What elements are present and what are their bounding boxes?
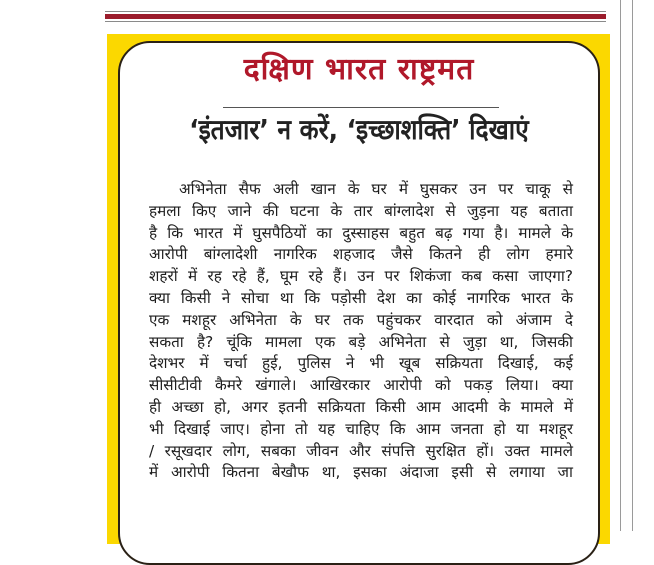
body-line: देशभर में चर्चा हुई, पुलिस ने भी खूब सक्रियता दिखाई, कई — [149, 354, 573, 373]
body-line: सीसीटीवी कैमरे खंगाले। आखिरकार आरोपी को पकड़ लिया। क्या — [149, 376, 573, 395]
masthead-divider — [223, 107, 499, 108]
body-line: सकता है? चूंकि मामला एक बड़े अभिनेता से जुड़ा था, जिसकी — [149, 332, 573, 351]
editorial-body — [149, 179, 573, 484]
column-divider-right — [632, 0, 633, 531]
body-line: है कि भारत में घुसपैठियों का दुस्साहस बहुत बढ़ गया है। मामले के — [149, 223, 573, 242]
column-divider-left — [620, 0, 621, 531]
body-line: आरोपी बांग्लादेशी नागरिक शहजाद जैसे कितने ही लोग हमारे — [149, 245, 573, 264]
header-rule-thick — [105, 14, 606, 19]
body-line: / रसूखदार लोग, सबका जीवन और संपत्ति सुरक्षित हों। उक्त मामले — [149, 441, 573, 460]
header-rule-thin-top — [105, 11, 606, 12]
body-line: ही अच्छा हो, अगर इतनी सक्रियता किसी आम आदमी के मामले में — [149, 397, 573, 416]
body-line: शहरों में रह रहे हैं, घूम रहे हैं। उन पर शिकंजा कब कसा जाएगा? — [149, 267, 573, 286]
header-rule-thin-bottom — [105, 21, 606, 22]
body-line: में आरोपी कितना बेखौफ था, इसका अंदाजा इसी से लगाया जा — [149, 463, 573, 482]
body-line: अभिनेता सैफ अली खान के घर में घुसकर उन पर चाकू से — [179, 180, 573, 198]
body-line: एक मशहूर अभिनेता के घर तक पहुंचकर वारदात को अंजाम दे — [149, 310, 573, 329]
body-line: क्या किसी ने सोचा था कि पड़ोसी देश का कोई नागरिक भारत के — [149, 288, 573, 307]
body-line: हमला किए जाने की घटना के तार बांग्लादेश से जुड़ना यह बताता — [149, 201, 573, 220]
editorial-frame — [107, 34, 610, 544]
editorial-card — [118, 41, 600, 565]
body-line: भी दिखाई जाए। होना तो यह चाहिए कि आम जनता हो या मशहूर — [149, 419, 573, 438]
masthead-title: दक्षिण भारत राष्ट्रमत — [243, 52, 475, 87]
editorial-headline: ‘इंतजार’ न करें, ‘इच्छाशक्ति’ दिखाएं — [189, 113, 529, 146]
